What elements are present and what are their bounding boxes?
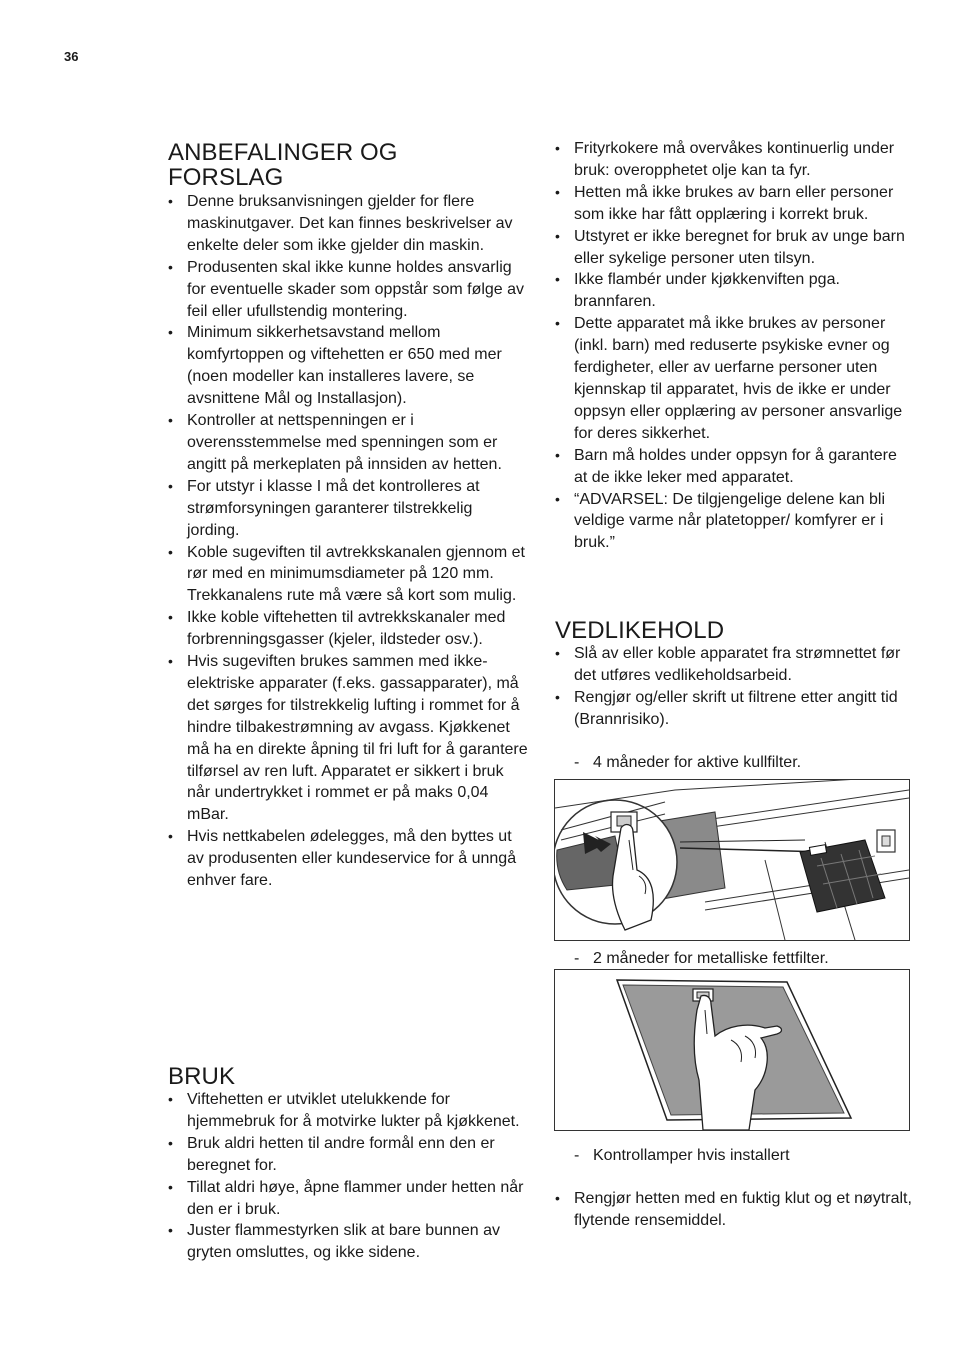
list-item: • Ikke flambér under kjøkkenviften pga. brannfaren.: [555, 269, 913, 313]
grease-filter-illustration: [554, 969, 910, 1131]
list-item: • Rengjør hetten med en fuktig klut og et nøytralt, flytende rensemiddel.: [555, 1188, 913, 1232]
list-item: • Produsenten skal ikke kunne holdes ansvarlig for eventuelle skader som oppstår som følge av feil eller ufullstendig montering.: [168, 257, 528, 323]
list-item: • Utstyret er ikke beregnet for bruk av unge barn eller sykelige personer uten tilsyn.: [555, 226, 913, 270]
dash-item-grease-filter: - 2 måneder for metalliske fettfilter.: [555, 948, 933, 970]
list-item: • Koble sugeviften til avtrekkskanalen gjennom et rør med en minimumsdiameter på 120 mm. Trekkanalens rute må være så kort som mulig.: [168, 542, 528, 608]
section-heading-maintenance: VEDLIKEHOLD: [555, 617, 725, 644]
list-item: • Hvis sugeviften brukes sammen med ikke-elektriske apparater (f.eks. gassapparater), må det sørges for tilstrekkelig lufting i rommet for å hindre tilbakestrømning av avgass. Kjøkkenet må ha en direkte åpning til fri luft for å garantere tilførsel av ren luft. Apparatet er sikkert i bruk når undertrykket i rommet er på maks 0,04 mBar.: [168, 651, 528, 826]
list-item: • Frityrkokere må overvåkes kontinuerlig under bruk: overopphetet olje kan ta fyr.: [555, 138, 913, 182]
list-item: • Barn må holdes under oppsyn for å garantere at de ikke leker med apparatet.: [555, 445, 913, 489]
list-item: • Tillat aldri høye, åpne flammer under hetten når den er i bruk.: [168, 1177, 528, 1221]
usage-continued-list: [555, 138, 913, 554]
list-item: • Rengjør og/eller skrift ut filtrene etter angitt tid (Brannrisiko).: [555, 687, 913, 731]
list-item: • Hetten må ikke brukes av barn eller personer som ikke har fått opplæring i korrekt bruk.: [555, 182, 913, 226]
list-item: • For utstyr i klasse I må det kontrolleres at strømforsyningen garanterer tilstrekkelig jording.: [168, 476, 528, 542]
list-item: • “ADVARSEL: De tilgjengelige delene kan bli veldige varme når platetopper/ komfyrer er i bruk.”: [555, 489, 913, 555]
section-heading-recommendations: ANBEFALINGER OG FORSLAG: [168, 139, 398, 191]
carbon-filter-icon: [800, 840, 885, 912]
list-item: • Denne bruksanvisningen gjelder for flere maskinutgaver. Det kan finnes beskrivelser av enkelte deler som ikke gjelder din maskin.: [168, 191, 528, 257]
list-item: • Hvis nettkabelen ødelegges, må den byttes ut av produsenten eller kundeservice for å unngå enhver fare.: [168, 826, 528, 892]
list-item: • Ikke koble viftehetten til avtrekkskanaler med forbrenningsgasser (kjeler, ildsteder osv.).: [168, 607, 528, 651]
usage-list: [168, 1089, 528, 1264]
recommendations-list: [168, 191, 528, 892]
section-heading-usage: BRUK: [168, 1063, 236, 1090]
page-number: 36: [64, 49, 79, 64]
hood-underside-drawing: [555, 780, 909, 940]
maintenance-final-list: [555, 1188, 913, 1232]
list-item: • Bruk aldri hetten til andre formål enn den er beregnet for.: [168, 1133, 528, 1177]
list-item: • Viftehetten er utviklet utelukkende for hjemmebruk for å motvirke lukter på kjøkkenet.: [168, 1089, 528, 1133]
dash-item-indicator-lamps: - Kontrollamper hvis installert: [555, 1145, 933, 1167]
dash-item-carbon-filter: - 4 måneder for aktive kullfilter.: [555, 752, 933, 774]
list-item: • Slå av eller koble apparatet fra strømnettet før det utføres vedlikeholdsarbeid.: [555, 643, 913, 687]
list-item: • Kontroller at nettspenningen er i overensstemmelse med spenningen som er angitt på merkeplaten på innsiden av hetten.: [168, 410, 528, 476]
list-item: • Juster flammestyrken slik at bare bunnen av gryten omsluttes, og ikke sidene.: [168, 1220, 528, 1264]
carbon-filter-illustration: [554, 779, 910, 941]
list-item: • Minimum sikkerhetsavstand mellom komfyrtoppen og viftehetten er 650 med mer (noen modeller kan installeres lavere, se avsnittene Mål og Installasjon).: [168, 322, 528, 410]
maintenance-list: [555, 643, 913, 731]
list-item: • Dette apparatet må ikke brukes av personer (inkl. barn) med reduserte psykiske evner og ferdigheter, eller av uerfarne personer uten kjennskap til apparatet, hvis de ikke er under oppsyn eller opplæring av personer ansvarlige for deres sikkerhet.: [555, 313, 913, 444]
grease-filter-drawing: [555, 970, 909, 1130]
